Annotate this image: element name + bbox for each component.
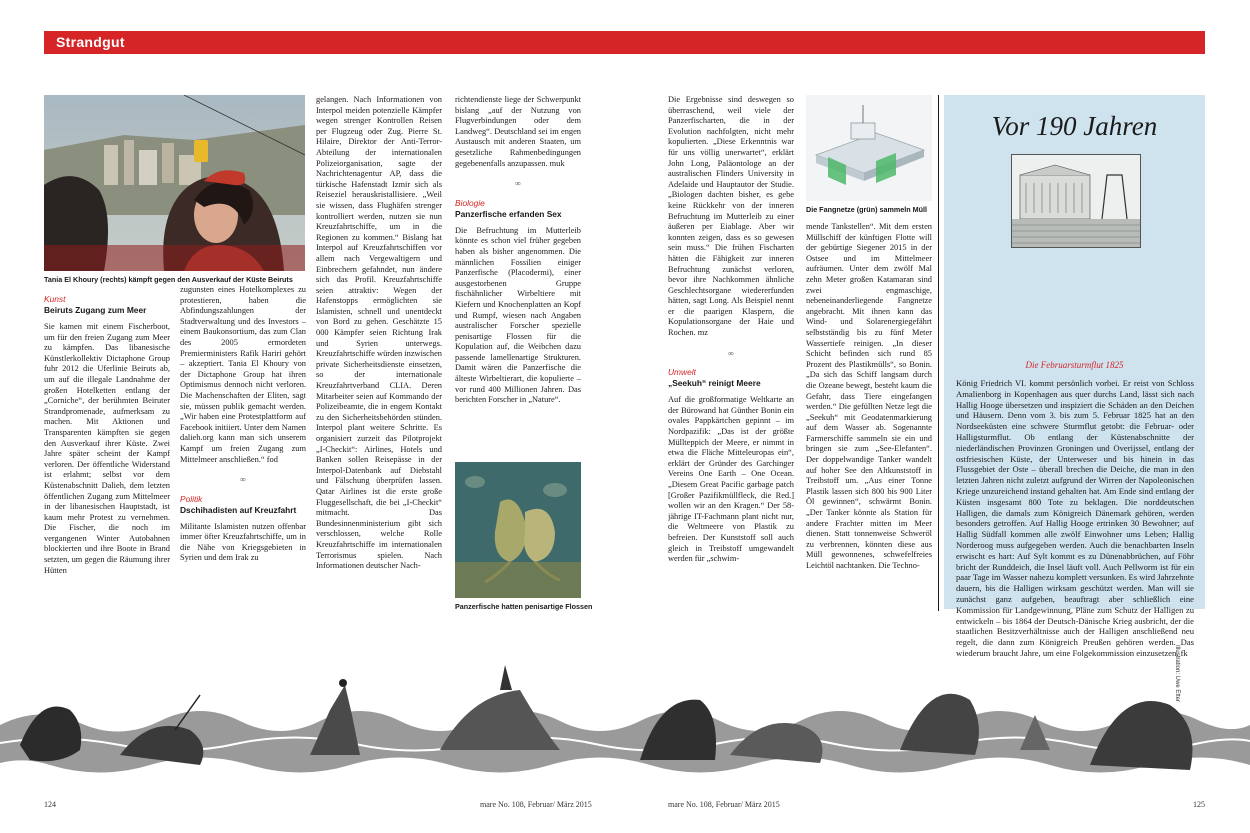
article-text-dschihadisten-cont: gelangen. Nach Informationen von Interpol meiden potenzielle Kämpfer wegen strenger Kontrollen Reisen per Flugzeug oder Zug. Pierre St. Hilaire, Direktor der Anti-Terror-Abteilung der internationalen Polizeiorganisation, sagte der Nachrichtenagentur AP, dass die türkische Hafenstadt Izmir sich als Reiseziel herauskristallisiere. „Weil sie wissen, dass Flughäfen strenger kontrolliert werden, nutzen sie nun Kreuzfahrtschiffe, um in die Regionen zu kommen.“ Bislang hat Interpol auf Kreuzfahrtschiffen vor allem nach Vergewaltigern und Einbrechern gefahndet, nun ändere sich das Profil. Kreuzfahrtschiffe seien attraktiv: Wegen der Hafenstopps ermöglichten sie Islamisten, schnell und unentdeckt von Bord zu gehen. Geschätzte 15 000 Kämpfer seien Richtung Irak und Syrien unterwegs. Kreuzfahrtschiffe würden inzwischen private Sicherheitsdienste einsetzen, so der internationale Kreuzfahrtverband CLIA. Deren Mitarbeiter seien auf Kommando der Polizeibeamte, die in engem Kontakt zu den Sicherheitsbehörden stünden. Interpol plant weitere Schritte. Es organisiert zurzeit das Pilotprojekt „I-Checkit“: Airlines, Hotels und Banken sollen Reisepässe in der Interpol-Datenbank auf Diebstahl und Fälschung überprüfen lassen. Qatar Airlines ist die erste große Fluggesellschaft, die bei „I-Checkit“ mitmacht. Das Bundesinnenministerium gibt sich verschlossen, welche Rolle Kreuzfahrtschiffe im internationalen Terrorismus spielen. Nach Informationen deutscher Nach- [316,95,442,571]
article-text-panzerfische-cont: Die Ergebnisse sind deswegen so überraschend, weil viele der Panzerfischarten, die in der Evolution nachfolgten, nicht mehr kopulierten. „Diese Erkenntnis war für uns völlig unerwartet“, erklärt John Long, Paläontologe an der australischen Flinders University in Adelaide und Hauptautor der Studie. „Biologen dachten bisher, es gebe keine Rückkehr von der inneren Befruchtung im Mutterleib zu einer äußeren per Eiablage. Aber wir konnten zeigen, dass es so gewesen sein muss.“ Die frühen Fischarten hätten die Fähigkeit zur inneren Befruchtung zunächst verloren, bevor ihre Nachkommen ähnliche Geschlechtsorgane wiedererfunden hätten, sagt Long. Als Beispiel nennt er die paarigen Klaspern, die Kopulationsorgane der Haie und Rochen. mz [668,95,794,338]
column-3 [316,95,442,611]
headline-panzerfische: Panzerfische erfanden Sex [455,208,562,219]
section-label-biologie: Biologie [455,197,485,208]
headline-seekuh: „Seekuh“ reinigt Meere [668,378,761,389]
illustration-credit: Illustration: Uwe Etter [1174,645,1180,703]
section-label-kunst: Kunst [44,294,66,304]
section-header-bar [44,31,1205,54]
article-text-seekuh: Auf die großformatige Weltkarte an der Bürowand hat Günther Bonin ein ovales Pappkärtchen gepinnt – im Nordpazifik: „Das ist der größte Müllteppich der Meere, er nimmt in etwa die Fläche Mitteleuropas ein“, erklärt der Gründer des Garchinger Vereins One Earth – One Ocean. „Diesem Great Pacific garbage patch [Großer Pazifikmüllfleck, die Red.] wollen wir an den Kragen.“ Der 58-jährige IT-Fachmann plant nicht nur, die Weltmeere von Plastik zu befreien. Der Kunststoff soll auch gleich in Treibstoff umgewandelt werden für „schwim- [668,395,794,564]
article-text-dschihadisten-end: richtendienste liege der Schwerpunkt bislang „auf der Nutzung von Flugverbindungen oder dem Landweg“. Deutschland sei im engen Austausch mit anderen Staaten, um gesetzliche Rahmenbedingungen gegebenenfalls anzupassen. muk [455,95,581,168]
column-5 [668,95,794,611]
headline-dschihadisten: Dschihadisten auf Kreuzfahrt [180,504,297,515]
section-label-politik: Politik [180,493,203,504]
column-2 [180,285,306,611]
photo-caption-seekuh: Die Fangnetze (grün) sammeln Müll [806,205,928,214]
caption-placoderm-wrap [455,602,595,614]
section-title: Strandgut [56,34,125,50]
seekuh-photo [806,95,932,201]
article-text-dschihadisten: Militante Islamisten nutzen offenbar immer öfter Kreuzfahrtschiffe, um in die Nähe von Kriegsgebieten in Syrien und dem Irak zu [180,521,306,563]
photo-caption-beirut: Tania El Khoury (rechts) kämpft gegen den Ausverkauf der Küste Beiruts [44,275,293,284]
bottom-illustration [0,655,1250,795]
separator-ornament: ∞ [515,179,521,189]
sidebar-box [944,95,1205,658]
article-text-beirut-cont: zugunsten eines Hotelkomplexes zu protestieren, haben die Abfindungszahlungen der Stadtverwaltung und des Investors – einem Baukonsortium, das zum Clan des 2005 ermordeten Premierministers Rafik Hariri gehört – akzeptiert. Tania El Khoury von der Dictaphone Group hat ihren Optimismus dennoch nicht verloren. Die Machenschaften der Eliten, sagt sie, müssen publik gemacht werden. „Wir haben eine Protestplattform auf Facebook initiiert. Unter dem Namen dalieh.org kann man sich unserem Kampf um freien Zugang zum Mittelmeer anschließen.“ fod [180,285,306,464]
page-number-left: 124 [44,800,56,809]
placoderm-photo [455,462,581,598]
page-number-right: 125 [1193,800,1205,809]
sidebar-title: Vor 190 Jahren [991,111,1158,141]
column-6 [806,205,932,611]
section-label-umwelt: Umwelt [668,367,696,378]
headline-beirut: Beiruts Zugang zum Meer [44,305,147,315]
sidebar-subtitle: Die Februarsturmflut 1825 [1025,360,1124,370]
issue-info-right: mare No. 108, Februar/ März 2015 [668,800,780,809]
article-text-seekuh-cont: mende Tankstellen“. Mit dem ersten Müllschiff der künftigen Flotte will der gebürtige Siegener 2015 in der Ostsee und im Mittelmeer aufräumen. Unter dem zwölf Mal zehn Meter großen Katamaran sind zwei engmaschige, nebeneinanderliegende Fangnetze angebracht. Mit ihnen kann das Wind- und Solarenergiegefährt selbstständig bis zu fünf Meter Wassertiefe reinigen. „In dieser Schicht befinden sich rund 85 Prozent des Plastikmülls“, so Bonin. „Da sich das Schiff langsam durch die Ozeane bewegt, besteht kaum die Gefahr, dass Tiere eingefangen werden.“ Die gefüllten Netze legt die „Seekuh“ mit Geodatenmarkierung auf dem Wasser ab. Sogenannte Farmerschiffe sammeln sie ein und bringen sie zum „See-Elefanten“. Der doppelwandige Tanker wandelt auf hoher See den Altkunststoff in Treibstoff um. „Aus einer Tonne Plastik lassen sich 800 bis 900 Liter Öl gewinnen“, schwärmt Bonin. „Der Tanker könnte als Station für andere Frachter mitten im Meer dienen. Statt tonnenweise Schweröl zu verbrennen, könnten diese aus Müll gewonnenes, schwefelfreies Leichtöl nachtanken. Die Techno- [806,222,932,570]
photo-caption-placoderm: Panzerfische hatten penisartige Flossen [455,602,593,611]
separator-ornament: ∞ [728,348,734,358]
sidebar-text: König Friedrich VI. kommt persönlich vorbei. Er reist von Schloss Amalienborg in Kopenhagen aus quer durchs Land, lässt sich nach Hallig Hooge übersetzen und inspiziert die Schäden an den Deichen und Häusern. Denn vom 3. bis zum 5. Februar 1825 hat an den Nordseeküsten eine schwere Sturmflut getobt: die Februar- oder Halligsturmflut. Ob entlang der Küstenabschnitte der niederländischen Provinzen Groningen und Overijssel, entlang der ostfriesischen Küste, der Unterweser und bis hinein in das Flussgebiet der Oste – überall brechen die Deiche, die man in den letzten Jahren nicht zuletzt aufgrund der Wirren der Napoleonischen Kriege unzureichend instand gehalten hat. Am Ende sind entlang der Küsten insgesamt 800 Tote zu beklagen. Die norddeutschen Halligen, die damals zum Königreich Dänemark gehören, werden besonders getroffen. Auf Hallig Hooge ertrinken 30 Bewohner; auf Hallig Südfall kommen alle zwölf Einwohner ums Leben; Hallig Norderoog muss aufgegeben werden. Auch die benachbarten Inseln erwischt es hart: Auf Sylt kommt es zu Dünenabbrüchen, auf Föhr bricht der Runddeich, die Insel läuft voll. Auch Pellworm ist für ein paar Tage im Wasser nahezu komplett versunken. Es wird Jahrzehnte dauern, bis die Halligen wirksam geschützt werden. Man will sie zunächst ganz aufgeben, beauftragt aber schließlich eine Kommission für Landgewinnung, Pläne zum Schutz der Halligen zu entwickeln – bis 1864 der Deutsch-Dänische Krieg ausbricht, der die staatlichen Besitzverhältnisse auch der Halligen anschließend neu regelt, die dann zum Königreich Preußen gehören werden. Das wiederum braucht Jahre, um eine Folgekommission einzusetzen. fk [956,378,1194,658]
article-text-beirut: Sie kamen mit einem Fischerboot, um für den freien Zugang zum Meer zu kämpfen. Das libanesische Künstlerkollektiv Dictaphone Group fuhr 2012 die Uferlinie Beiruts ab, um auf die illegale Landnahme der großen Hotelketten entlang der „Corniche“, der berühmten Beiruter Strandpromenade, aufmerksam zu machen. Mit Aktionen und Transparenten kämpften sie gegen den Ausverkauf ihrer Küste. Zwei Jahre später scheint der Kampf verloren. Der öffentliche Widerstand ist erlahmt; selbst vor dem Küstenabschnitt Dalieh, dem letzten öffentlichen Zugang zum Mittelmeer in der libanesischen Hauptstadt, ist kaum mehr Protest zu vernehmen. Die Fischer, die noch im vergangenen Winter Autobahnen blockierten und ihre Boote in Brand setzten, um gegen die Räumung ihrer Hütten [44,322,170,575]
column-divider [938,95,939,611]
beirut-photo [44,95,305,271]
article-text-panzerfische: Die Befruchtung im Mutterleib könnte es schon viel früher gegeben haben als bisher angenommen. Die männlichen Fossilien einiger Panzerfische (Placodermi), einer ausgestorbenen Gruppe fischähnlicher Wirbeltiere mit Kiefern und Knochenplatten an Kopf und Rumpf, wiesen nach Angaben australischer Forscher spezielle penisartige Flossen für die Kopulation auf, die Weibchen dazu passende lamellenartige Strukturen. Damit wären die Panzerfische die älteste Wirbeltierart, die kopulierte – vor rund 400 Millionen Jahren. Das berichten Forscher in „Nature“. [455,225,581,405]
engraving-image [1011,154,1141,248]
separator-ornament: ∞ [240,475,246,485]
column-4 [455,95,581,455]
issue-info-left: mare No. 108, Februar/ März 2015 [480,800,592,809]
